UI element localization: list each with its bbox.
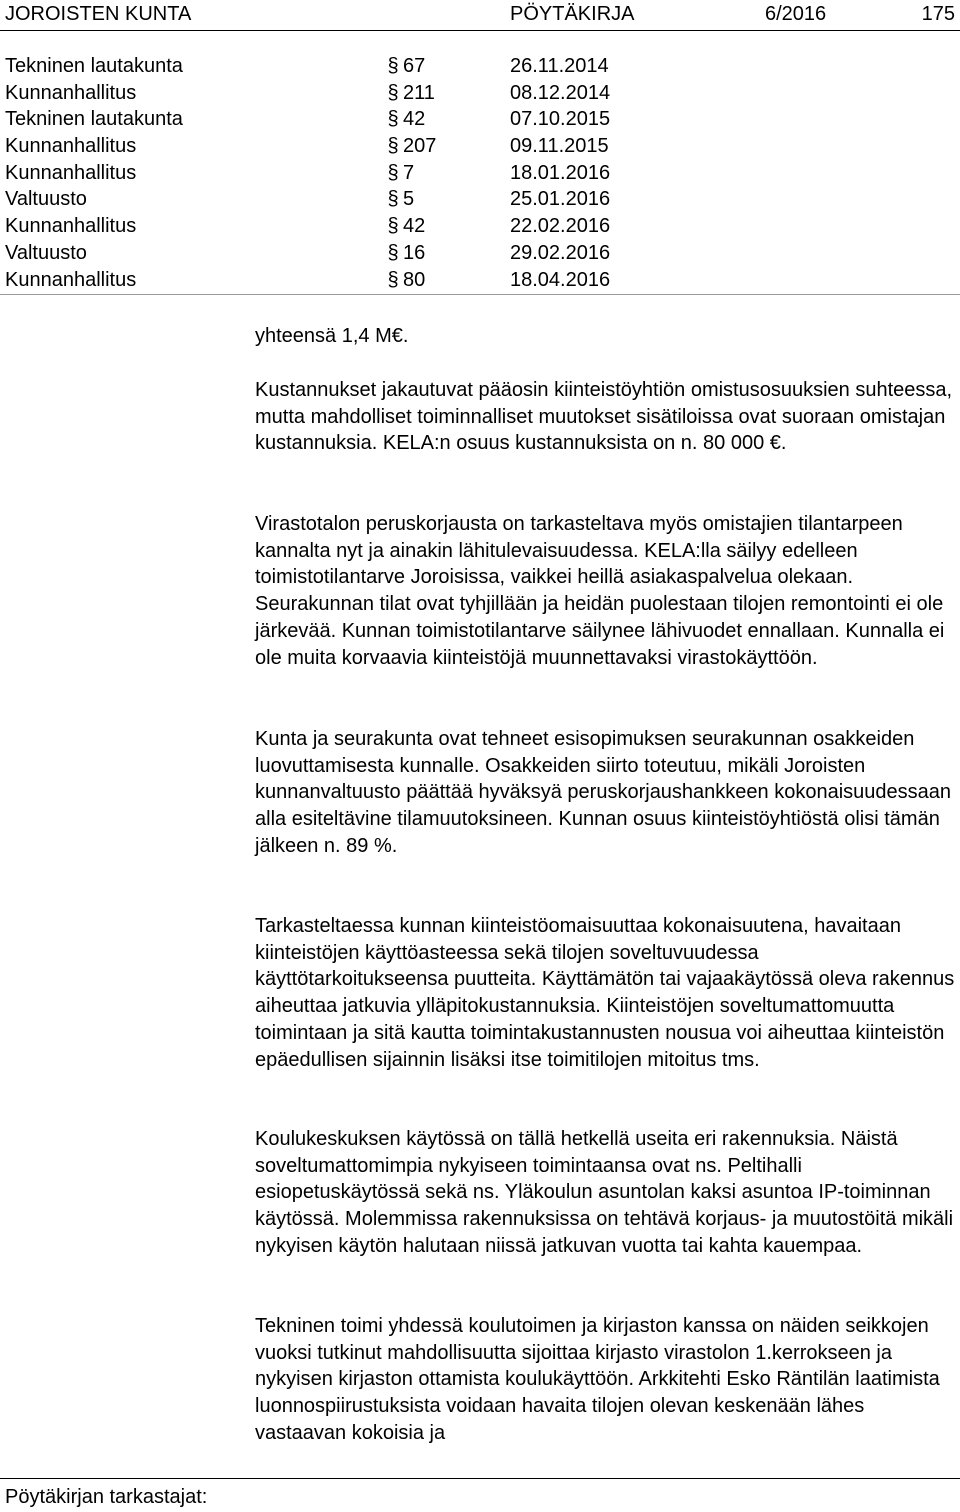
- reference-number: 42: [403, 215, 426, 238]
- reference-row: [0, 133, 960, 160]
- reference-list: [0, 53, 960, 293]
- cost-total: yhteensä 1,4 M€.: [255, 325, 409, 347]
- reference-number: 207: [403, 135, 437, 158]
- reference-row: [0, 240, 960, 267]
- section-symbol: §: [387, 135, 399, 158]
- section-symbol: §: [387, 55, 399, 77]
- minutes-checkers-label: Pöytäkirjan tarkastajat:: [5, 1486, 208, 1508]
- paragraph: Kunta ja seurakunta ovat tehneet esisopimuksen seurakunnan osakkeiden luovuttamisesta kunnalle. Osakkeiden siirto toteutuu, mikäli Joroisten kunnanvaltuusto päättää hyväksyä peruskorjaushankkeen kokonaisuudessaan alla esiteltävine tilamuutoksineen. Kunnan osuus kiinteistöyhtiöstä olisi tämän jälkeen n. 89 %.: [255, 728, 952, 857]
- paragraph: Kustannukset jakautuvat pääosin kiinteistöyhtiön omistusosuuksien suhteessa, mutta mahdolliset toiminnalliset muutokset sisätiloissa ovat suoraan omistajan kustannuksia. KELA:n osuus kustannuksista on n. 80 000 €.: [255, 379, 953, 455]
- section-symbol: §: [387, 188, 399, 211]
- reference-body: Valtuusto: [5, 241, 87, 264]
- reference-body: Kunnanhallitus: [5, 268, 137, 291]
- reference-row: [0, 160, 960, 187]
- section-symbol: §: [387, 108, 399, 131]
- section-symbol: §: [387, 241, 399, 264]
- reference-body: Kunnanhallitus: [5, 135, 137, 158]
- reference-number: 16: [403, 241, 426, 264]
- reference-number: 5: [403, 188, 415, 211]
- paragraph: Koulukeskuksen käytössä on tällä hetkellä useita eri rakennuksia. Näistä soveltumattomimpia nykyiseen toimintaansa ovat ns. Peltihalli esiopetuskäytössä sekä ns. Yläkoulun asuntolan kaksi asuntoa IP-toiminnan käytössä. Molemmissa rakennuksissa on tehtävä korjaus- ja muutostöitä mikäli nykyisen käytön halutaan niissä jatkuvan vuotta tai kahta kauempaa.: [255, 1128, 954, 1257]
- paragraph: Tarkasteltaessa kunnan kiinteistöomaisuuttaa kokonaisuutena, havaitaan kiinteistöjen käyttöasteessa sekä tilojen soveltuvuudessa käyttötarkoitukseensa puutteita. Käyttämätön tai vajaakäytössä oleva rakennus aiheuttaa jatkuvia ylläpitokustannuksia. Kiinteistöjen soveltumattomuutta toimintaan ja sitä kautta toimintakustannusten nousua voi aiheuttaa kiinteistön epäedullisen sijainnin lisäksi itse toimitilojen mitoitus tms.: [255, 915, 955, 1071]
- paragraph: Tekninen toimi yhdessä koulutoimen ja kirjaston kanssa on näiden seikkojen vuoksi tutkinut mahdollisuutta sijoittaa kirjasto virastolon 1.kerrokseen ja nykyisen kirjaston ottamista koulukäyttöön. Arkkitehti Esko Räntilän laatimista luonnospiirustuksista voidaan havaita tilojen olevan keskenään lähes vastaavan kokoisia ja: [255, 1315, 940, 1444]
- municipality-name: JOROISTEN KUNTA: [5, 3, 192, 25]
- reference-number: 7: [403, 161, 415, 184]
- reference-row: [0, 186, 960, 213]
- reference-row: [0, 213, 960, 240]
- section-symbol: §: [387, 268, 399, 291]
- paragraph: Virastotalon peruskorjausta on tarkasteltava myös omistajien tilantarpeen kannalta nyt ja ainakin lähitulevaisuudessa. KELA:lla säilyy edelleen toimistotilantarve Joroisissa, vaikkei heillä asiakaspalvelua olekaan. Seurakunnan tilat ovat tyhjillään ja heidän puolestaan tilojen remontointi ei ole järkevää. Kunnan toimistotilantarve säilynee lähivuodet ennallaan. Kunnalla ei ole muita korvaavia kiinteistöjä muunnettavaksi virastokäyttöön.: [255, 513, 945, 669]
- reference-body: Kunnanhallitus: [5, 81, 137, 104]
- reference-number: 211: [403, 81, 435, 104]
- footer-divider: [0, 1478, 960, 1479]
- section-symbol: §: [387, 81, 399, 104]
- reference-date: 08.12.2014: [510, 81, 611, 104]
- section-symbol: §: [387, 161, 399, 184]
- reference-date: 18.01.2016: [510, 161, 611, 184]
- reference-row: [0, 53, 960, 80]
- reference-date: 26.11.2014: [510, 55, 609, 77]
- reference-divider: [0, 294, 960, 295]
- reference-row: [0, 80, 960, 107]
- reference-row: [0, 106, 960, 133]
- reference-body: Kunnanhallitus: [5, 161, 137, 184]
- reference-number: 80: [403, 268, 426, 291]
- reference-number: 67: [403, 55, 426, 77]
- reference-body: Tekninen lautakunta: [5, 108, 183, 131]
- reference-date: 29.02.2016: [510, 241, 611, 264]
- reference-body: Kunnanhallitus: [5, 215, 137, 238]
- document-number: 6/2016: [765, 3, 827, 25]
- reference-date: 18.04.2016: [510, 268, 611, 291]
- page-number: 175: [921, 3, 955, 25]
- document-header: [0, 0, 960, 31]
- reference-body: Tekninen lautakunta: [5, 55, 183, 77]
- reference-date: 09.11.2015: [510, 135, 609, 158]
- section-symbol: §: [387, 215, 399, 238]
- reference-number: 42: [403, 108, 426, 131]
- reference-date: 22.02.2016: [510, 215, 611, 238]
- document-type: PÖYTÄKIRJA: [510, 3, 635, 25]
- reference-body: Valtuusto: [5, 188, 87, 211]
- reference-row: [0, 267, 960, 294]
- reference-date: 07.10.2015: [510, 108, 611, 131]
- reference-date: 25.01.2016: [510, 188, 611, 211]
